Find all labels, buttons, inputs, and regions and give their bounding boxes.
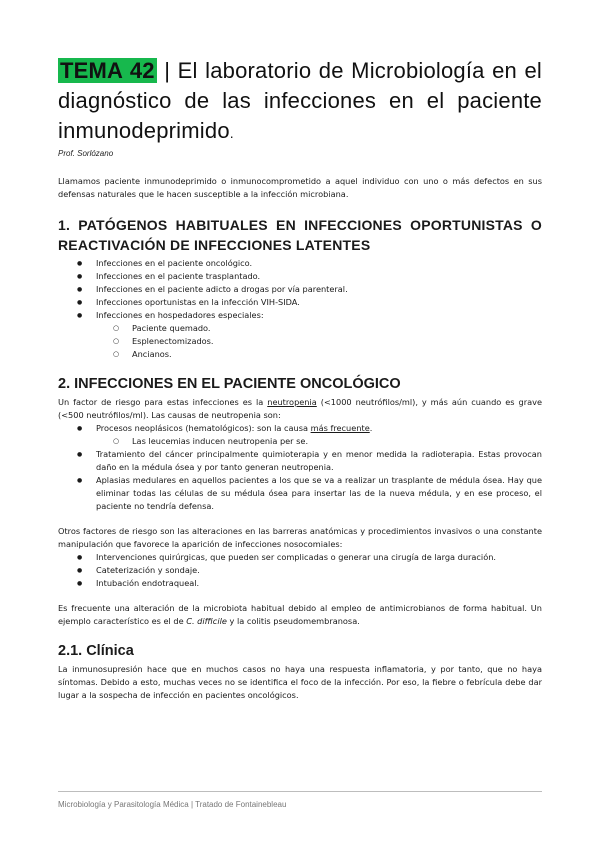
- risk-procedures-list: [58, 551, 542, 590]
- document-title: [58, 56, 542, 148]
- sublist-item: ○ Esplenectomizados.: [58, 335, 542, 348]
- list-item: ● Infecciones en el paciente adicto a drogas por vía parenteral.: [58, 283, 542, 296]
- document-page: [58, 56, 542, 702]
- neoplasic-sublist: [58, 435, 542, 448]
- neutropenia-causes-list-cont: [58, 448, 542, 513]
- list-item: ● Intervenciones quirúrgicas, que pueden ser complicadas o generar una cirugía de larga duración.: [58, 551, 542, 564]
- text-run: Es frecuente una alteración de la microbiota habitual debido al empleo de antimicrobianos de forma habitual. Un ejemplo característico es el de: [58, 603, 542, 626]
- section-2-heading: 2. INFECCIONES EN EL PACIENTE ONCOLÓGICO: [58, 376, 401, 392]
- list-item: ● Infecciones en el paciente oncológico.: [58, 257, 542, 270]
- section-1-heading: 1. PATÓGENOS HABITUALES EN INFECCIONES OPORTUNISTAS O REACTIVACIÓN DE INFECCIONES LATENTES: [58, 217, 542, 253]
- text-run: (<1000 neutrófilos/ml), y más aún cuando es grave (<500 neutrófilos/ml). Las causas de neutropenia son:: [58, 397, 542, 420]
- list-item: ● Infecciones en hospedadores especiales:: [58, 309, 542, 322]
- list-item: ● Intubación endotraqueal.: [58, 577, 542, 590]
- organism-name: C. difficile: [186, 616, 227, 626]
- section-1-list: [58, 257, 542, 322]
- section-2-paragraph-1: [58, 396, 542, 422]
- neutropenia-causes-list: [58, 422, 542, 435]
- sublist-item: ○ Ancianos.: [58, 348, 542, 361]
- page-footer: Microbiología y Parasitología Médica | Tratado de Fontainebleau: [58, 791, 542, 809]
- list-item: ● Infecciones en el paciente trasplantado.: [58, 270, 542, 283]
- title-text: El laboratorio de Microbiología en el diagnóstico de las infecciones en el paciente inmunodeprimido: [58, 58, 543, 143]
- text-run: .: [369, 423, 373, 433]
- list-item: ● Infecciones oportunistas en la infección VIH-SIDA.: [58, 296, 542, 309]
- section-2-1-paragraph: La inmunosupresión hace que en muchos casos no haya una respuesta inflamatoria, y por tanto, que no haya síntomas. Debido a esto, muchas veces no se identifica el foco de la infección. Por eso, la fiebre o febrícula debe dar lugar a la sospecha de infección en pacientes oncológicos.: [58, 664, 542, 700]
- neutropenia-term: neutropenia: [267, 397, 317, 407]
- section-2-paragraph-2: Otros factores de riesgo son las alteraciones en las barreras anatómicas y procedimientos invasivos o una constante manipulación que favorece la aparición de infecciones nosocomiales:: [58, 526, 542, 549]
- list-item: ● Tratamiento del cáncer principalmente quimioterapia y en menor medida la radioterapia. Estas provocan daño en la médula ósea y por tanto generan neutropenia.: [58, 448, 542, 474]
- list-item: ● Aplasias medulares en aquellos pacientes a los que se va a realizar un trasplante de médula ósea. Hay que eliminar todas las células de su médula ósea para insertar las de la nueva médula, y en ese proceso, el paciente no tendría defensa.: [58, 474, 542, 513]
- title-separator: |: [164, 58, 171, 83]
- list-item: [58, 422, 542, 435]
- author: Prof. Sorlózano: [58, 149, 114, 158]
- section-2-paragraph-3: [58, 602, 542, 628]
- sublist-item: ○ Paciente quemado.: [58, 322, 542, 335]
- intro-paragraph: Llamamos paciente inmunodeprimido o inmunocomprometido a aquel individuo con uno o más defectos en sus defensas naturales que le hacen susceptible a la infección microbiana.: [58, 176, 542, 199]
- title-end-mark: .: [229, 125, 234, 141]
- sublist-item: ○ Las leucemias inducen neutropenia per se.: [58, 435, 542, 448]
- text-run: Procesos neoplásicos (hematológicos): son la causa: [96, 423, 311, 433]
- list-item: ● Cateterización y sondaje.: [58, 564, 542, 577]
- section-1-sublist: [58, 322, 542, 361]
- text-run: Un factor de riesgo para estas infecciones es la: [58, 397, 268, 407]
- text-run: y la colitis pseudomembranosa.: [226, 616, 360, 626]
- underlined-term: más frecuente: [310, 423, 370, 433]
- section-2-1-heading: 2.1. Clínica: [58, 643, 134, 659]
- tema-label: TEMA 42: [60, 58, 155, 83]
